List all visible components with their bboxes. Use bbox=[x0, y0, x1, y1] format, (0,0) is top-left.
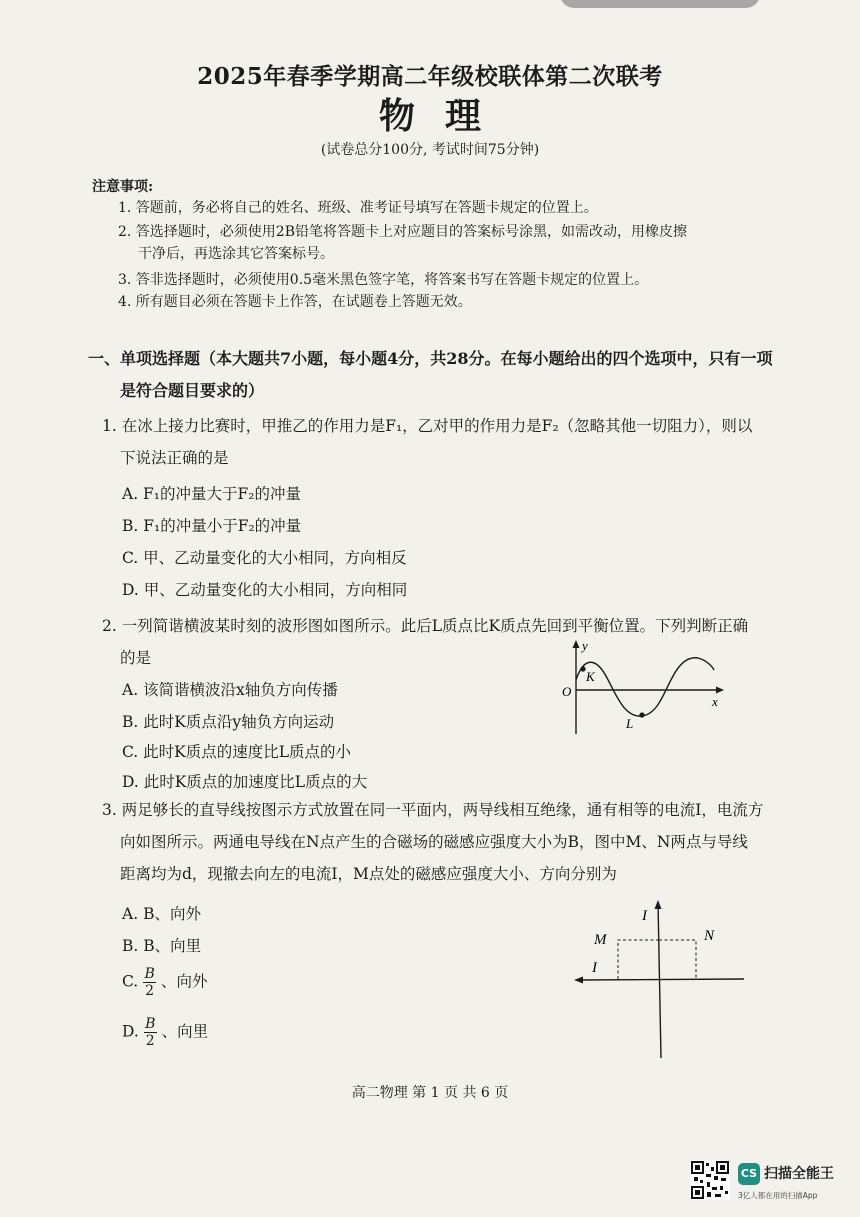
note-item: 1. 答题前，务必将自己的姓名、班级、准考证号填写在答题卡规定的位置上。 bbox=[118, 200, 598, 216]
section-heading-cont: 是符合题目要求的） bbox=[120, 381, 265, 400]
note-item: 干净后，再选涂其它答案标号。 bbox=[138, 246, 334, 262]
k-label: K bbox=[586, 669, 595, 684]
option-text: B、向外 bbox=[143, 905, 201, 923]
wave-curve bbox=[576, 658, 714, 716]
option-text: B、向里 bbox=[143, 937, 202, 955]
y-axis-label: y bbox=[582, 638, 588, 653]
question-1-stem: 1. 在冰上接力比赛时，甲推乙的作用力是F₁，乙对甲的作用力是F₂（忽略其他一切阻力），则以 bbox=[102, 417, 753, 435]
point-k bbox=[580, 666, 585, 671]
option-c: C. 此时K质点的速度比L质点的小 bbox=[122, 743, 352, 761]
fraction bbox=[143, 966, 156, 999]
horizontal-current-arrow bbox=[574, 977, 583, 984]
n-label: N bbox=[704, 928, 715, 944]
m-label: M bbox=[594, 932, 607, 948]
vertical-current-label: I bbox=[642, 908, 647, 924]
y-axis-arrow bbox=[573, 640, 580, 648]
question-3-stem: 3. 两足够长的直导线按图示方式放置在同一平面内，两导线相互绝缘，通有相等的电流I，电流方 bbox=[102, 801, 764, 819]
question-1-stem-cont: 下说法正确的是 bbox=[120, 449, 229, 467]
horizontal-current-label: I bbox=[592, 960, 597, 976]
exam-title: 2025年春季学期高二年级校联体第二次联考 bbox=[197, 63, 663, 90]
option-text: 、向外 bbox=[161, 972, 208, 991]
option-d: D. 甲、乙动量变化的大小相同，方向相同 bbox=[122, 581, 408, 599]
note-item: 2. 答选择题时，必须使用2B铅笔将答题卡上对应题目的答案标号涂黑，如需改动，用橡皮擦 bbox=[118, 224, 688, 240]
m-dashed-box bbox=[618, 940, 658, 979]
app-logo-icon: CS bbox=[738, 1163, 760, 1185]
option-d bbox=[122, 1016, 208, 1049]
app-name: 扫描全能王 bbox=[764, 1166, 834, 1182]
fraction-numerator: B bbox=[144, 966, 155, 982]
fraction-denominator: 2 bbox=[145, 1033, 155, 1049]
subject-title: 物理 bbox=[378, 95, 511, 137]
question-2-stem-cont: 的是 bbox=[120, 649, 152, 667]
option-a: A. F₁的冲量大于F₂的冲量 bbox=[122, 485, 301, 503]
page-footer: 高二物理 第 1 页 共 6 页 bbox=[351, 1085, 509, 1101]
option-b: B. F₁的冲量小于F₂的冲量 bbox=[122, 517, 302, 535]
question-2-stem: 2. 一列简谐横波某时刻的波形图如图所示。此后L质点比K质点先回到平衡位置。下列判断正确 bbox=[102, 617, 749, 635]
point-l bbox=[639, 712, 644, 717]
qr-code-icon bbox=[690, 1160, 730, 1200]
question-3-stem-cont: 距离均为d，现撤去向左的电流I，M点处的磁感应强度大小、方向分别为 bbox=[120, 865, 617, 883]
option-a: A. 该简谐横波沿x轴负方向传播 bbox=[122, 681, 338, 699]
x-axis-arrow bbox=[716, 687, 724, 694]
section-heading: 一、单项选择题（本大题共7小题，每小题4分，共28分。在每小题给出的四个选项中，只有一项 bbox=[88, 349, 773, 368]
option-letter: D. bbox=[122, 1022, 139, 1041]
vertical-current-arrow bbox=[655, 900, 662, 909]
fraction-numerator: B bbox=[145, 1016, 156, 1032]
option-b: B. 此时K质点沿y轴负方向运动 bbox=[122, 713, 335, 731]
note-item: 3. 答非选择题时，必须使用0.5毫米黑色签字笔，将答案书写在答题卡规定的位置上。 bbox=[118, 272, 649, 288]
question-3-stem-cont: 向如图所示。两通电导线在N点产生的合磁场的磁感应强度大小为B，图中M、N两点与导线 bbox=[120, 833, 748, 851]
wave-figure bbox=[556, 636, 736, 740]
wires-figure bbox=[570, 900, 750, 1062]
option-letter: C. bbox=[122, 972, 139, 991]
origin-label: O bbox=[562, 684, 572, 699]
option-letter: A. bbox=[122, 905, 139, 923]
fraction bbox=[144, 1016, 157, 1049]
option-a bbox=[122, 902, 201, 924]
n-dashed-box bbox=[659, 940, 696, 979]
l-label: L bbox=[626, 716, 634, 731]
app-slogan: 3亿人都在用的扫描App bbox=[738, 1191, 818, 1200]
scan-edge-shadow bbox=[560, 0, 760, 8]
option-c: C. 甲、乙动量变化的大小相同，方向相反 bbox=[122, 549, 407, 567]
x-axis-label: x bbox=[712, 694, 718, 709]
option-d: D. 此时K质点的加速度比L质点的大 bbox=[122, 773, 368, 791]
option-letter: B. bbox=[122, 937, 139, 955]
horizontal-wire bbox=[578, 979, 744, 980]
option-b bbox=[122, 934, 201, 956]
fraction-denominator: 2 bbox=[145, 983, 155, 999]
note-item: 4. 所有题目必须在答题卡上作答，在试题卷上答题无效。 bbox=[118, 294, 472, 310]
option-text: 、向里 bbox=[161, 1022, 209, 1041]
exam-info: (试卷总分100分, 考试时间75分钟) bbox=[320, 142, 540, 158]
option-c bbox=[122, 966, 208, 999]
notes-heading: 注意事项: bbox=[92, 179, 154, 195]
